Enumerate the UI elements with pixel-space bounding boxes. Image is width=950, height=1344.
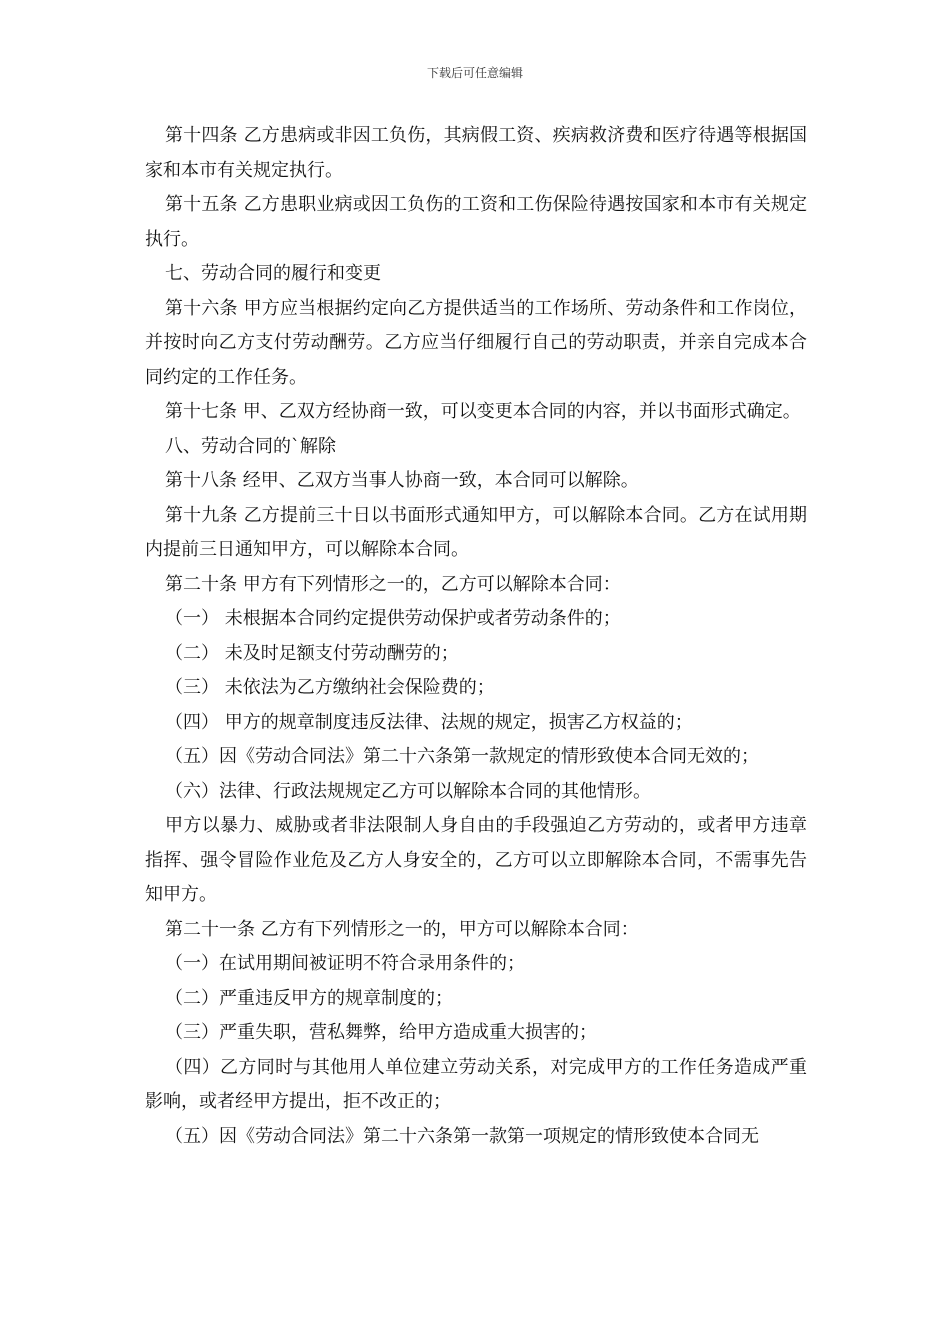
- article-20-item-1: （一） 未根据本合同约定提供劳动保护或者劳动条件的；: [165, 608, 621, 629]
- section-heading-7: 七、劳动合同的履行和变更: [165, 263, 381, 284]
- article-21: 第二十一条 乙方有下列情形之一的，甲方可以解除本合同：: [165, 918, 639, 940]
- article-20-item-6: （六）法律、行政法规规定乙方可以解除本合同的其他情形。: [165, 780, 651, 802]
- article-14: 第十四条 乙方患病或非因工负伤，其病假工资、疾病救济费和医疗待遇等根据国家和本市有关规定执行。: [145, 125, 807, 181]
- article-21-item-5: （五）因《劳动合同法》第二十六条第一款第一项规定的情形致使本合同无: [165, 1125, 759, 1147]
- document-body: [145, 119, 807, 1154]
- article-18: 第十八条 经甲、乙双方当事人协商一致，本合同可以解除。: [165, 470, 639, 491]
- article-21-item-4: （四）乙方同时与其他用人单位建立劳动关系，对完成甲方的工作任务造成严重影响，或者经甲方提出，拒不改正的；: [145, 1056, 807, 1112]
- article-17: 第十七条 甲、乙双方经协商一致，可以变更本合同的内容，并以书面形式确定。: [165, 401, 801, 422]
- article-21-item-2: （二）严重违反甲方的规章制度的；: [165, 987, 453, 1009]
- article-20-item-5: （五）因《劳动合同法》第二十六条第一款规定的情形致使本合同无效的；: [165, 746, 759, 767]
- section-heading-8: 八、劳动合同的`解除: [165, 435, 336, 457]
- article-20-item-3: （三） 未依法为乙方缴纳社会保险费的；: [165, 677, 495, 698]
- article-15: 第十五条 乙方患职业病或因工负伤的工资和工伤保险待遇按国家和本市有关规定执行。: [145, 194, 807, 250]
- article-21-item-1: （一）在试用期间被证明不符合录用条件的；: [165, 953, 525, 974]
- article-21-item-3: （三）严重失职，营私舞弊，给甲方造成重大损害的；: [165, 1022, 597, 1043]
- article-20-item-2: （二） 未及时足额支付劳动酬劳的；: [165, 642, 459, 664]
- article-20-supplement: 甲方以暴力、威胁或者非法限制人身自由的手段强迫乙方劳动的，或者甲方违章指挥、强令冒险作业危及乙方人身安全的，乙方可以立即解除本合同，不需事先告知甲方。: [145, 815, 807, 905]
- article-20-item-4: （四） 甲方的规章制度违反法律、法规的规定，损害乙方权益的；: [165, 711, 693, 733]
- article-19: 第十九条 乙方提前三十日以书面形式通知甲方，可以解除本合同。乙方在试用期内提前三日通知甲方，可以解除本合同。: [145, 504, 807, 560]
- article-20: 第二十条 甲方有下列情形之一的，乙方可以解除本合同：: [165, 573, 621, 595]
- page-header: 下载后可任意编辑: [426, 66, 523, 80]
- article-16: 第十六条 甲方应当根据约定向乙方提供适当的工作场所、劳动条件和工作岗位，并按时向乙方支付劳动酬劳。乙方应当仔细履行自己的劳动职责，并亲自完成本合同约定的工作任务。: [145, 297, 807, 388]
